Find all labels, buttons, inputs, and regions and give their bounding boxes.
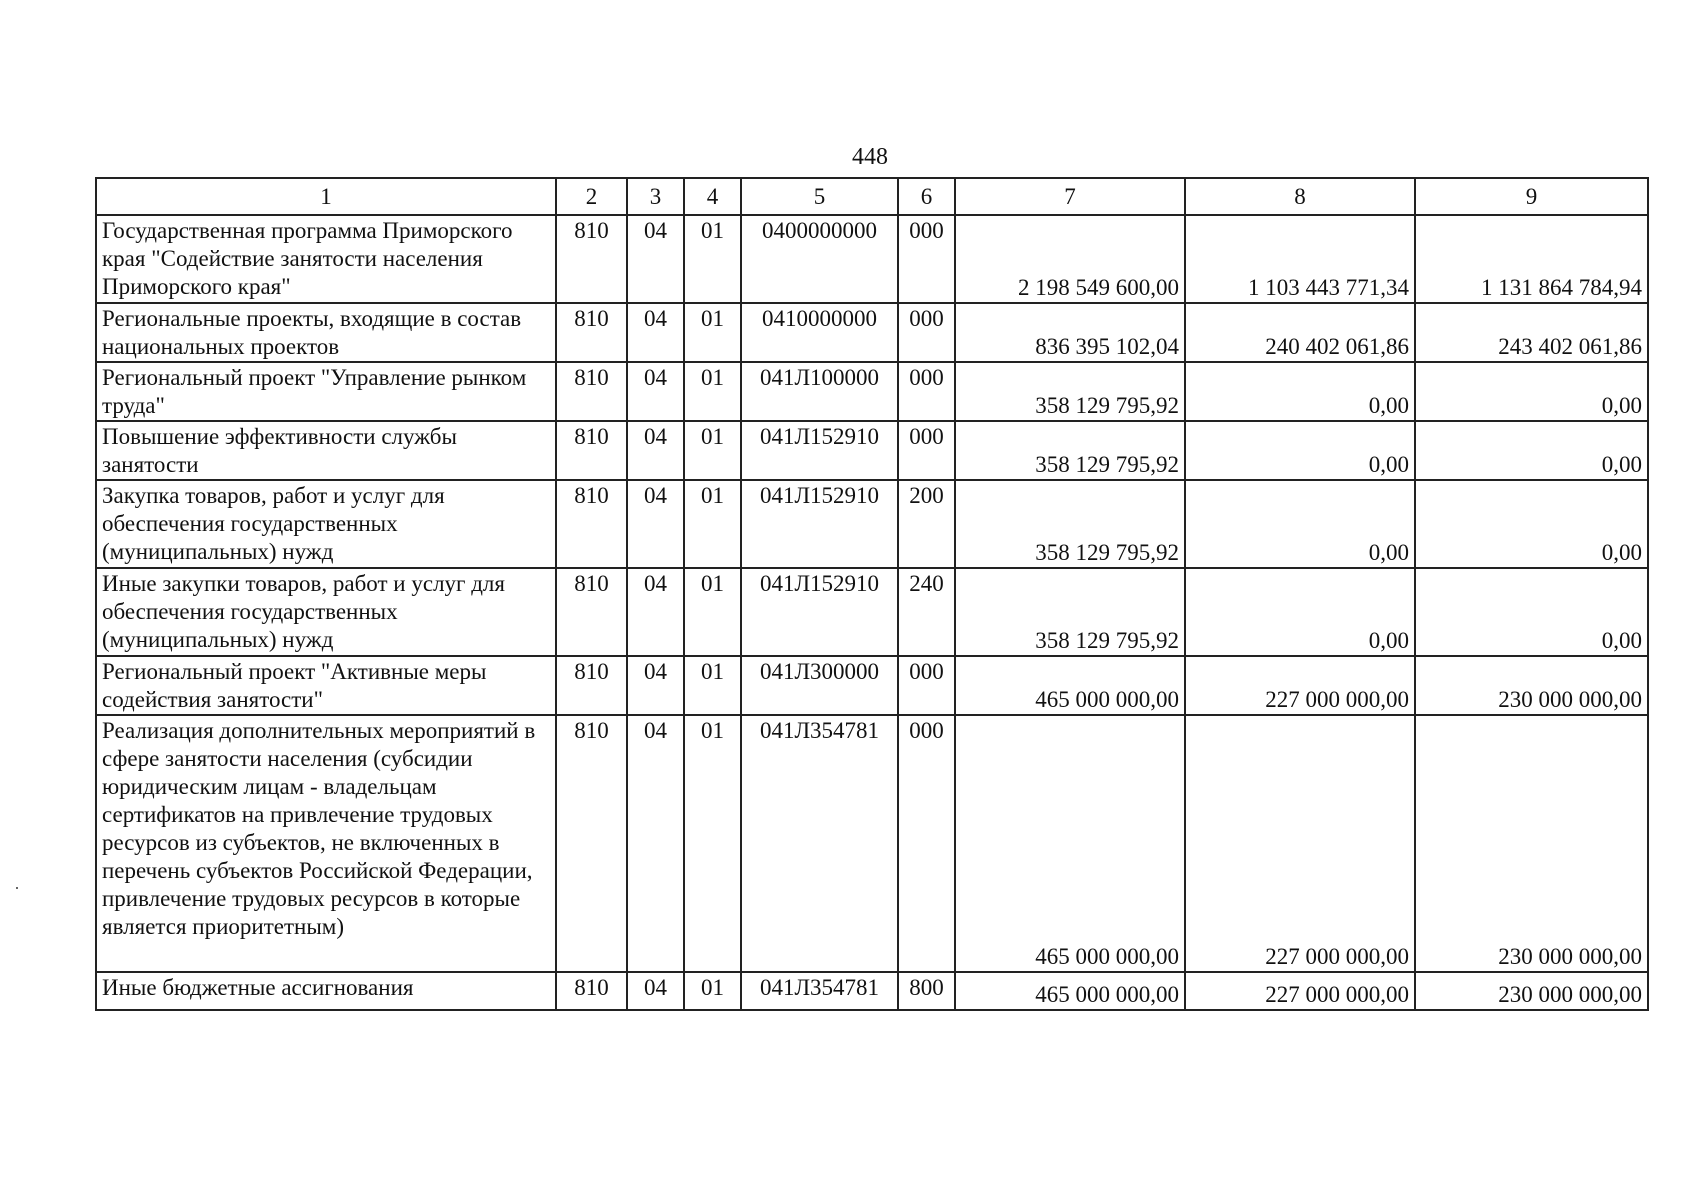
cell-target-code: 041Л152910 bbox=[741, 568, 898, 656]
cell-expense-type-code: 000 bbox=[898, 362, 955, 421]
cell-ministry-code: 810 bbox=[556, 303, 627, 362]
cell-amount-col8: 227 000 000,00 bbox=[1185, 972, 1415, 1010]
cell-target-code: 0400000000 bbox=[741, 215, 898, 303]
cell-section-code: 04 bbox=[627, 362, 684, 421]
cell-subsection-code: 01 bbox=[684, 215, 741, 303]
cell-subsection-code: 01 bbox=[684, 421, 741, 480]
table-row bbox=[96, 656, 1648, 715]
cell-target-code: 0410000000 bbox=[741, 303, 898, 362]
cell-target-code: 041Л152910 bbox=[741, 480, 898, 568]
cell-ministry-code: 810 bbox=[556, 972, 627, 1010]
cell-ministry-code: 810 bbox=[556, 656, 627, 715]
column-header: 9 bbox=[1415, 178, 1648, 215]
row-name: Закупка товаров, работ и услуг для обеспечения государственных (муниципальных) нужд bbox=[96, 480, 556, 568]
cell-ministry-code: 810 bbox=[556, 715, 627, 972]
cell-section-code: 04 bbox=[627, 715, 684, 972]
cell-subsection-code: 01 bbox=[684, 972, 741, 1010]
table-row bbox=[96, 480, 1648, 568]
column-header: 6 bbox=[898, 178, 955, 215]
cell-amount-col9: 230 000 000,00 bbox=[1415, 715, 1648, 972]
cell-amount-col9: 243 402 061,86 bbox=[1415, 303, 1648, 362]
cell-target-code: 041Л300000 bbox=[741, 656, 898, 715]
cell-expense-type-code: 000 bbox=[898, 656, 955, 715]
cell-amount-col8: 0,00 bbox=[1185, 568, 1415, 656]
cell-amount-col8: 227 000 000,00 bbox=[1185, 656, 1415, 715]
cell-amount-col7: 358 129 795,92 bbox=[955, 362, 1185, 421]
cell-section-code: 04 bbox=[627, 480, 684, 568]
table-row bbox=[96, 303, 1648, 362]
cell-amount-col9: 230 000 000,00 bbox=[1415, 656, 1648, 715]
cell-amount-col8: 0,00 bbox=[1185, 480, 1415, 568]
cell-expense-type-code: 000 bbox=[898, 715, 955, 972]
cell-amount-col9: 0,00 bbox=[1415, 480, 1648, 568]
header-row bbox=[96, 178, 1648, 215]
table-row bbox=[96, 972, 1648, 1010]
table-row bbox=[96, 215, 1648, 303]
scan-speck bbox=[16, 887, 18, 889]
row-name: Реализация дополнительных мероприятий в сфере занятости населения (субсидии юридическим лицам - владельцам сертификатов на привлечение трудовых ресурсов из субъектов, не включенных в перечень субъектов Российской Федерации, привлечение трудовых ресурсов в которые является приоритетным) bbox=[96, 715, 556, 972]
cell-expense-type-code: 000 bbox=[898, 215, 955, 303]
table-row bbox=[96, 362, 1648, 421]
cell-amount-col7: 465 000 000,00 bbox=[955, 715, 1185, 972]
cell-target-code: 041Л354781 bbox=[741, 972, 898, 1010]
cell-amount-col8: 1 103 443 771,34 bbox=[1185, 215, 1415, 303]
table-row bbox=[96, 421, 1648, 480]
column-header: 3 bbox=[627, 178, 684, 215]
cell-amount-col8: 0,00 bbox=[1185, 421, 1415, 480]
cell-amount-col9: 0,00 bbox=[1415, 362, 1648, 421]
table-row bbox=[96, 568, 1648, 656]
cell-amount-col7: 358 129 795,92 bbox=[955, 421, 1185, 480]
column-header: 8 bbox=[1185, 178, 1415, 215]
cell-expense-type-code: 800 bbox=[898, 972, 955, 1010]
cell-section-code: 04 bbox=[627, 215, 684, 303]
cell-amount-col8: 240 402 061,86 bbox=[1185, 303, 1415, 362]
cell-amount-col7: 358 129 795,92 bbox=[955, 568, 1185, 656]
cell-subsection-code: 01 bbox=[684, 480, 741, 568]
row-name: Повышение эффективности службы занятости bbox=[96, 421, 556, 480]
cell-amount-col8: 0,00 bbox=[1185, 362, 1415, 421]
row-name: Региональный проект "Активные меры содействия занятости" bbox=[96, 656, 556, 715]
cell-expense-type-code: 200 bbox=[898, 480, 955, 568]
column-header: 1 bbox=[96, 178, 556, 215]
cell-ministry-code: 810 bbox=[556, 421, 627, 480]
budget-table bbox=[95, 177, 1649, 1011]
cell-expense-type-code: 000 bbox=[898, 421, 955, 480]
cell-amount-col9: 0,00 bbox=[1415, 421, 1648, 480]
cell-subsection-code: 01 bbox=[684, 303, 741, 362]
cell-section-code: 04 bbox=[627, 421, 684, 480]
cell-amount-col9: 1 131 864 784,94 bbox=[1415, 215, 1648, 303]
cell-ministry-code: 810 bbox=[556, 480, 627, 568]
cell-amount-col8: 227 000 000,00 bbox=[1185, 715, 1415, 972]
column-header: 5 bbox=[741, 178, 898, 215]
page-number: 448 bbox=[852, 144, 888, 170]
cell-amount-col7: 465 000 000,00 bbox=[955, 656, 1185, 715]
row-name: Государственная программа Приморского края "Содействие занятости населения Приморского края" bbox=[96, 215, 556, 303]
cell-amount-col9: 0,00 bbox=[1415, 568, 1648, 656]
table-row bbox=[96, 715, 1648, 972]
cell-target-code: 041Л152910 bbox=[741, 421, 898, 480]
cell-subsection-code: 01 bbox=[684, 715, 741, 972]
cell-target-code: 041Л354781 bbox=[741, 715, 898, 972]
cell-amount-col7: 836 395 102,04 bbox=[955, 303, 1185, 362]
column-header: 4 bbox=[684, 178, 741, 215]
cell-ministry-code: 810 bbox=[556, 362, 627, 421]
row-name: Иные закупки товаров, работ и услуг для обеспечения государственных (муниципальных) нужд bbox=[96, 568, 556, 656]
cell-section-code: 04 bbox=[627, 972, 684, 1010]
cell-ministry-code: 810 bbox=[556, 215, 627, 303]
cell-section-code: 04 bbox=[627, 656, 684, 715]
cell-section-code: 04 bbox=[627, 303, 684, 362]
row-name: Региональный проект "Управление рынком труда" bbox=[96, 362, 556, 421]
column-header: 7 bbox=[955, 178, 1185, 215]
cell-amount-col7: 2 198 549 600,00 bbox=[955, 215, 1185, 303]
cell-expense-type-code: 240 bbox=[898, 568, 955, 656]
cell-subsection-code: 01 bbox=[684, 656, 741, 715]
cell-subsection-code: 01 bbox=[684, 568, 741, 656]
cell-ministry-code: 810 bbox=[556, 568, 627, 656]
row-name: Региональные проекты, входящие в состав национальных проектов bbox=[96, 303, 556, 362]
row-name: Иные бюджетные ассигнования bbox=[96, 972, 556, 1010]
column-header: 2 bbox=[556, 178, 627, 215]
cell-amount-col9: 230 000 000,00 bbox=[1415, 972, 1648, 1010]
cell-subsection-code: 01 bbox=[684, 362, 741, 421]
cell-amount-col7: 358 129 795,92 bbox=[955, 480, 1185, 568]
cell-section-code: 04 bbox=[627, 568, 684, 656]
cell-expense-type-code: 000 bbox=[898, 303, 955, 362]
cell-target-code: 041Л100000 bbox=[741, 362, 898, 421]
cell-amount-col7: 465 000 000,00 bbox=[955, 972, 1185, 1010]
